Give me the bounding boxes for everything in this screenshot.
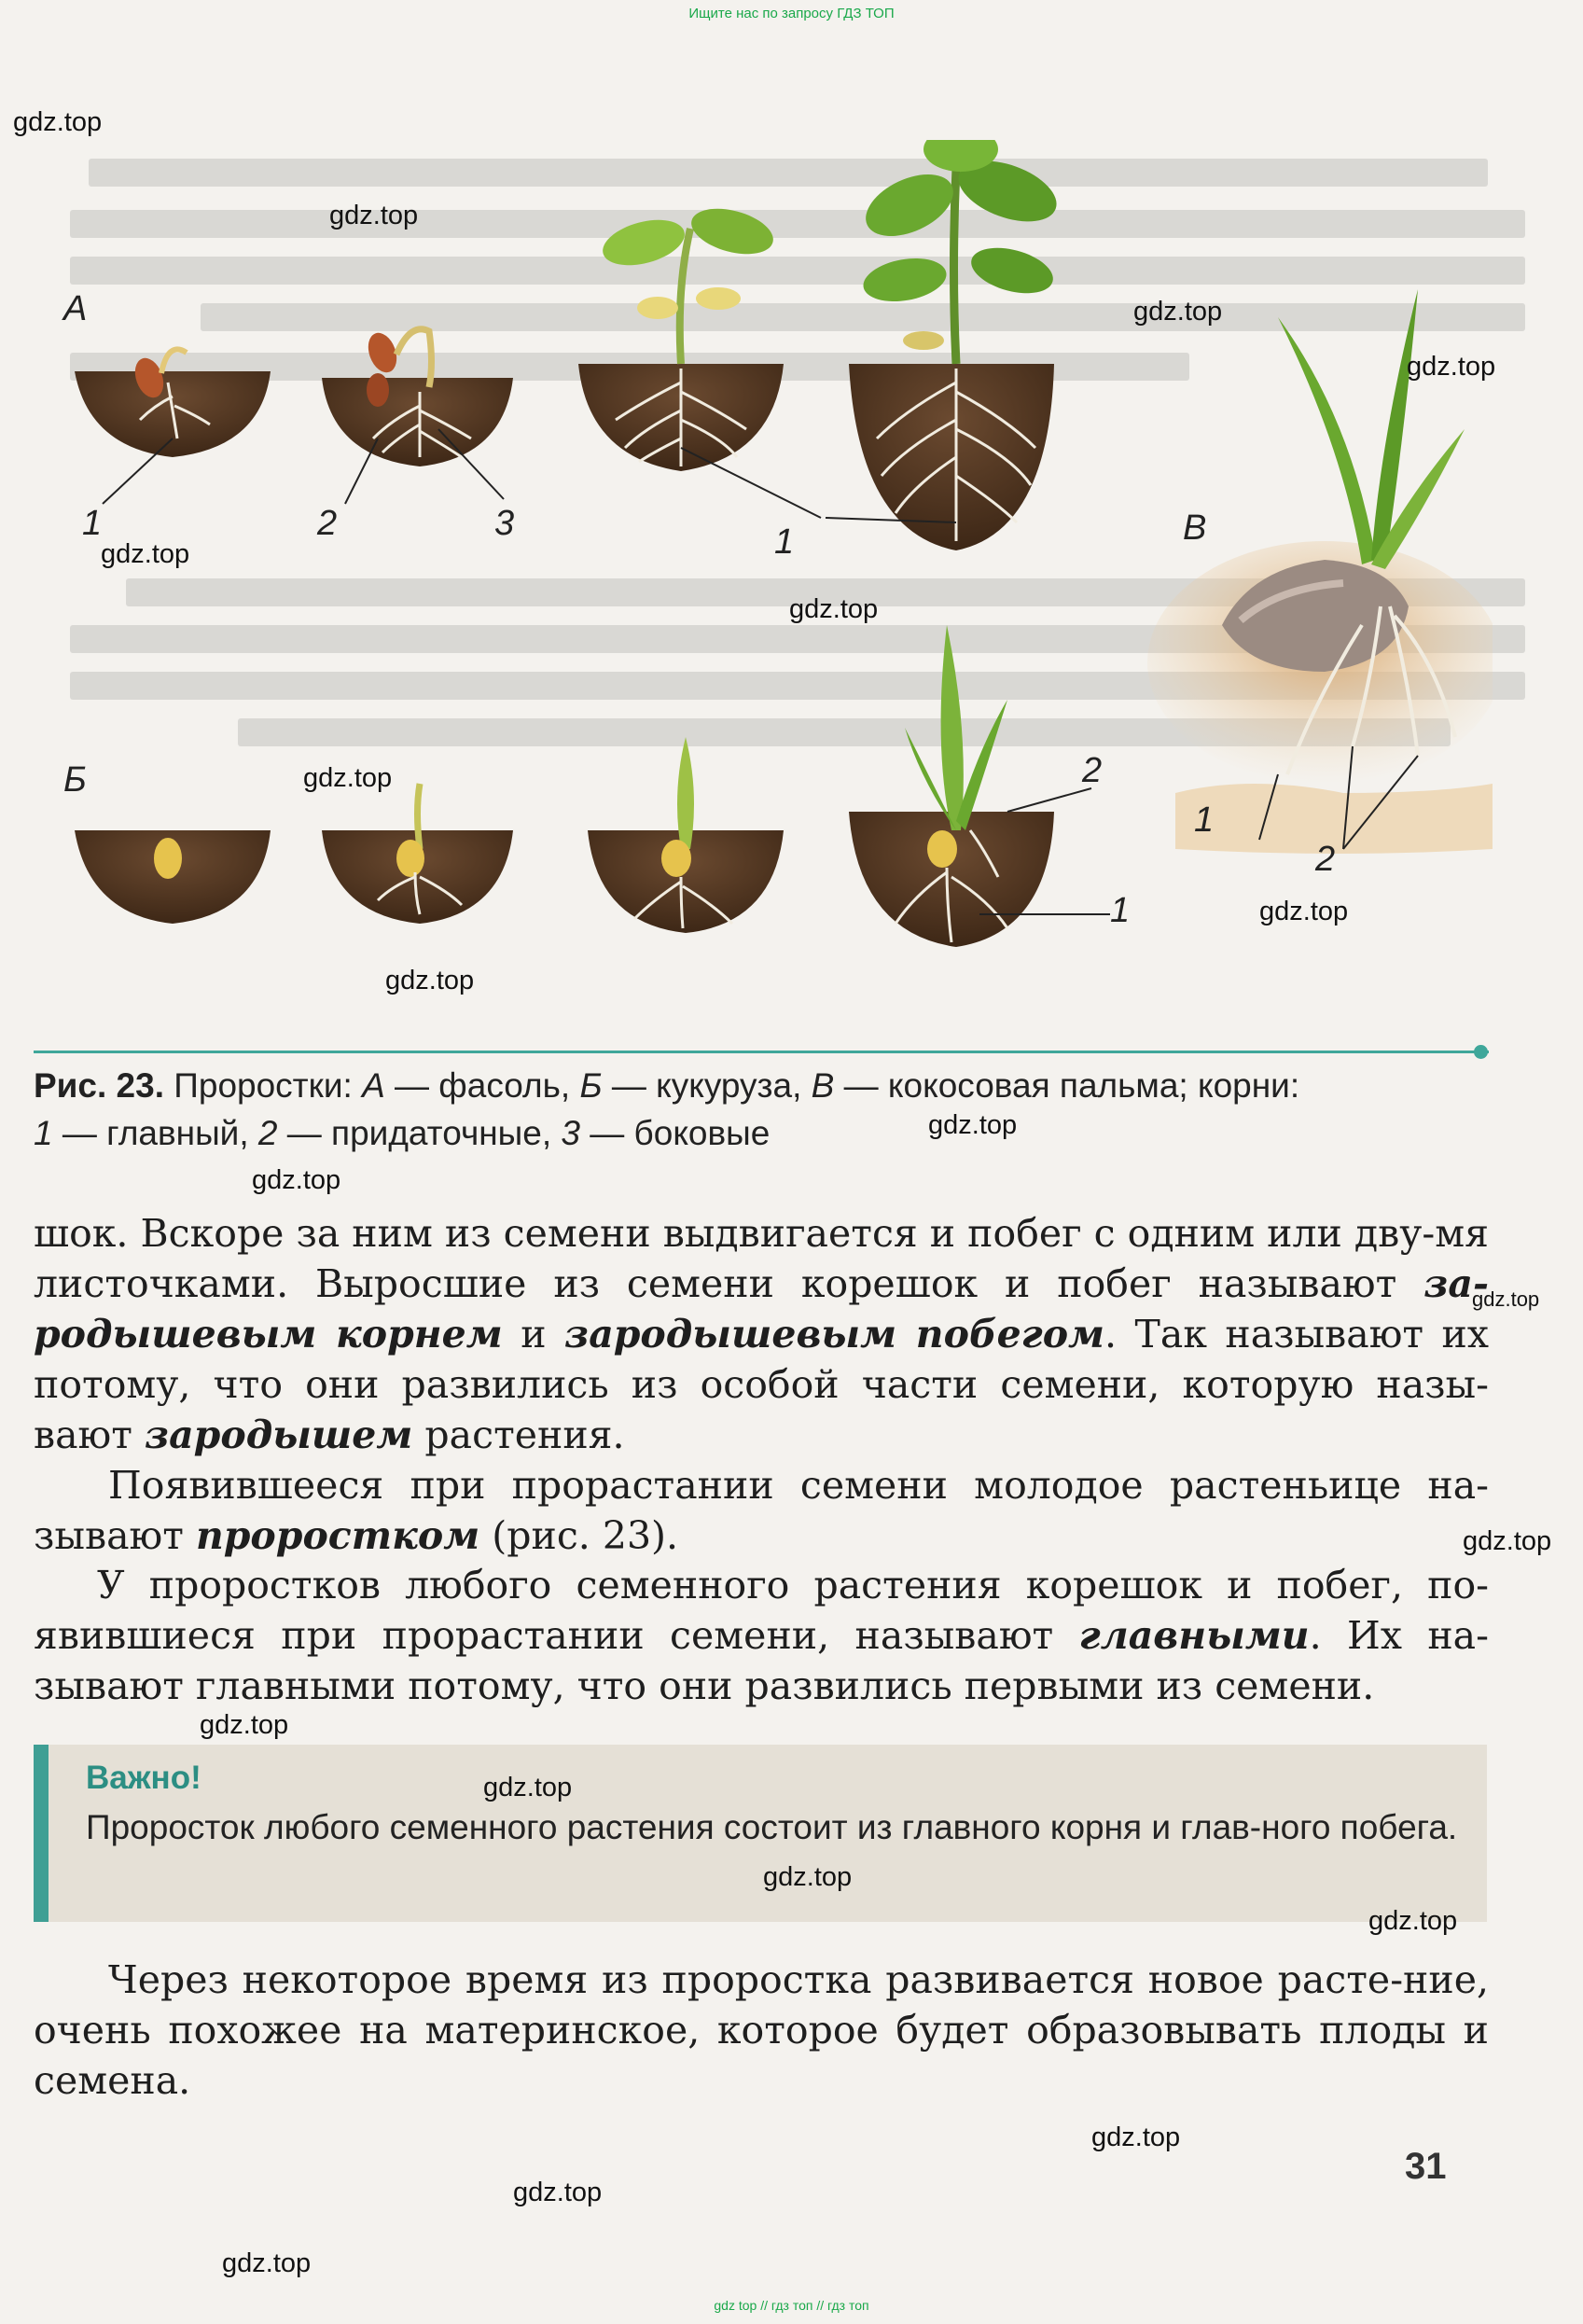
term-embryo-root: за-родышевым корнем <box>34 1261 1489 1357</box>
caption-3-text: — боковые <box>590 1114 771 1152</box>
top-banner[interactable]: Ищите нас по запросу ГДЗ ТОП <box>688 6 895 21</box>
p1-c: . Так называют их потому, что они развились из особой части семени, которую назы-вают <box>34 1312 1489 1457</box>
num-2-v: 2 <box>1315 840 1336 879</box>
paragraph-4: Через некоторое время из проростка развивается новое расте-ние, очень похожее на материнское, которое будет образовывать плоды и семена. <box>34 1957 1489 2103</box>
p2-b: (рис. 23). <box>492 1513 679 1558</box>
term-main: главными <box>1078 1613 1310 1658</box>
corn-seedling-1 <box>75 830 271 924</box>
important-box <box>34 1745 1487 1922</box>
num-1-a-main: 1 <box>774 522 795 562</box>
figure-caption <box>34 1062 1507 1157</box>
bean-seedling-1 <box>75 349 271 457</box>
caption-lead: Проростки: <box>174 1066 353 1105</box>
watermark: gdz.top <box>1368 1906 1458 1936</box>
watermark: gdz.top <box>200 1710 289 1740</box>
bean-seedling-3 <box>578 201 784 471</box>
caption-b: Б <box>579 1066 603 1105</box>
bean-seedling-2 <box>322 329 513 466</box>
watermark: gdz.top <box>13 107 103 137</box>
p1-d: растения. <box>424 1412 625 1457</box>
watermark: gdz.top <box>763 1862 853 1892</box>
watermark: gdz.top <box>303 763 393 793</box>
label-a: А <box>63 289 88 328</box>
caption-2-text: — придаточные, <box>286 1114 552 1152</box>
label-v: В <box>1183 508 1207 548</box>
term-seedling: проростком <box>195 1513 480 1558</box>
caption-1-text: — главный, <box>62 1114 249 1152</box>
caption-b-text: — кукуруза, <box>611 1066 802 1105</box>
paragraph-3 <box>34 1560 1489 1711</box>
watermark: gdz.top <box>513 2178 603 2207</box>
seedlings-illustration <box>37 140 1496 1026</box>
caption-v: В <box>811 1066 835 1105</box>
bottom-banner[interactable]: gdz top // гдз топ // гдз топ <box>714 2298 869 2313</box>
watermark: gdz.top <box>252 1165 341 1195</box>
num-2-a: 2 <box>317 504 338 543</box>
important-heading: Важно! <box>86 1760 201 1796</box>
watermark: gdz.top <box>1472 1287 1540 1311</box>
watermark: gdz.top <box>789 594 879 624</box>
figure-seedlings <box>37 140 1496 1026</box>
caption-a: А <box>362 1066 385 1105</box>
watermark: gdz.top <box>483 1773 573 1802</box>
num-1-b: 1 <box>1110 891 1131 930</box>
watermark: gdz.top <box>1407 352 1496 382</box>
watermark: gdz.top <box>385 966 475 995</box>
num-2-b: 2 <box>1082 751 1103 790</box>
caption-number: Рис. 23. <box>34 1066 164 1105</box>
term-embryo: зародышем <box>144 1412 413 1457</box>
caption-2: 2 <box>257 1114 278 1152</box>
bean-seedling-4 <box>849 140 1064 550</box>
watermark: gdz.top <box>1259 897 1349 926</box>
caption-a-text: — фасоль, <box>395 1066 571 1105</box>
caption-divider-dot <box>1474 1045 1488 1059</box>
corn-seedling-4 <box>849 625 1054 947</box>
page-number: 31 <box>1405 2146 1447 2187</box>
num-1-v: 1 <box>1194 800 1215 840</box>
num-3-a: 3 <box>494 504 515 543</box>
num-1-a: 1 <box>82 504 103 543</box>
corn-seedling-2 <box>322 784 513 924</box>
p2-a: Появившееся при прорастании семени молодое растеньице на-зывают <box>34 1463 1489 1558</box>
watermark: gdz.top <box>329 201 419 230</box>
watermark: gdz.top <box>928 1110 1018 1140</box>
caption-v-text: — кокосовая пальма; корни: <box>843 1066 1300 1105</box>
caption-divider <box>34 1051 1489 1053</box>
watermark: gdz.top <box>1133 297 1223 327</box>
p3-b: . Их на-зывают главными потому, что они развились первыми из семени. <box>34 1613 1489 1708</box>
paragraph-1 <box>34 1208 1489 1460</box>
caption-1: 1 <box>34 1114 53 1152</box>
watermark: gdz.top <box>1463 1526 1552 1556</box>
caption-3: 3 <box>561 1114 580 1152</box>
p1-a: шок. Вскоре за ним из семени выдвигается и побег с одним или дву-мя листочками. Выросшие из семени корешок и побег называют <box>34 1211 1489 1306</box>
important-bar <box>34 1745 49 1922</box>
corn-seedling-3 <box>588 737 784 933</box>
important-text: Проросток любого семенного растения состоит из главного корня и глав-ного побега. <box>86 1808 1458 1846</box>
watermark: gdz.top <box>222 2248 312 2278</box>
watermark: gdz.top <box>101 539 190 569</box>
watermark: gdz.top <box>1091 2122 1181 2152</box>
paragraph-2 <box>34 1460 1489 1561</box>
label-b: Б <box>63 760 87 800</box>
p1-b: и <box>521 1312 547 1357</box>
term-embryo-shoot: зародышевым побегом <box>564 1312 1105 1357</box>
p3-a: У проростков любого семенного растения корешок и побег, по-явившиеся при прорастании семени, называют <box>34 1563 1489 1658</box>
